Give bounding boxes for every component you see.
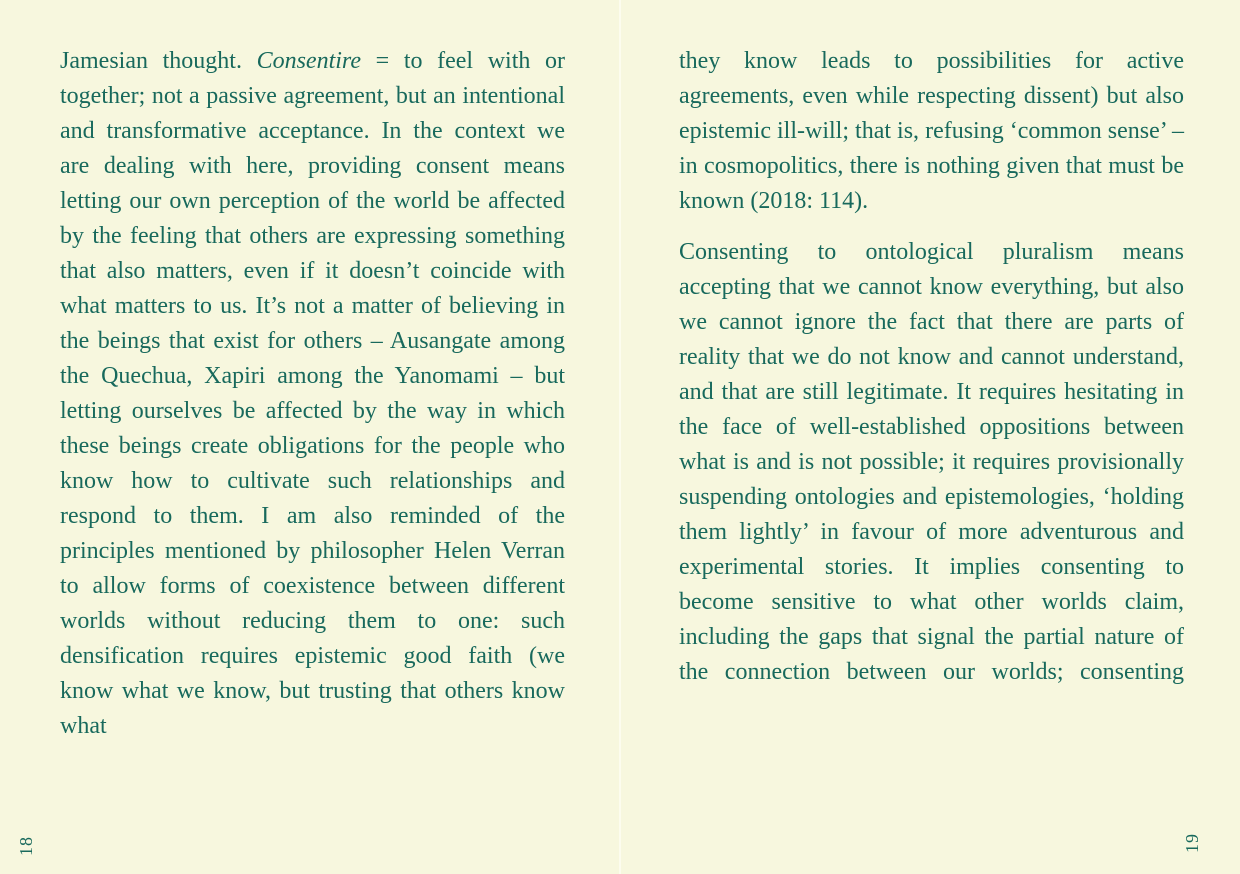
paragraph: Jamesian thought. Consentire = to feel with or together; not a passive agreement, but an intentional and transformative acceptance. In the context we are dealing with here, providing consent means letting our own perception of the world be affected by the feeling that others are expressing something that also matters, even if it doesn’t coincide with what matters to us. It’s not a matter of believing in the beings that exist for others – Ausangate among the Quechua, Xapiri among the Yanomami – but letting ourselves be affected by the way in which these beings create obligations for the people who know how to cultivate such relationships and respond to them. I am also reminded of the principles mentioned by philosopher Helen Verran to allow forms of coexistence between different worlds without reducing them to one: such densification requires epistemic good faith (we know what we know, but trusting that others know what — [60, 48, 566, 739]
left-page-number — [6, 826, 46, 866]
right-page-number — [1172, 823, 1212, 863]
right-page-text — [679, 44, 1184, 706]
right-page-number-label: 19 — [1181, 833, 1202, 853]
paragraph: they know leads to possibilities for active agreements, even while respecting dissent) but also epistemic ill-will; that is, refusing ‘common sense’ – in cosmopolitics, there is nothing given that must be known (2018: 114). — [679, 48, 1184, 214]
paragraph: Consenting to ontological pluralism means accepting that we cannot know everything, but also we cannot ignore the fact that there are parts of reality that we do not know and cannot understand, and that are still legitimate. It requires hesitating in the face of well-established oppositions between what is and is not possible; it requires provisionally suspending ontologies and epistemologies, ‘holding them lightly’ in favour of more adventurous and experimental stories. It implies consenting to become sensitive to what other worlds claim, including the gaps that signal the partial nature of the connection between our worlds; consenting — [679, 239, 1184, 685]
left-page-number-label: 18 — [15, 836, 36, 856]
page-gutter-divider — [619, 0, 621, 874]
left-page-text — [60, 44, 565, 760]
